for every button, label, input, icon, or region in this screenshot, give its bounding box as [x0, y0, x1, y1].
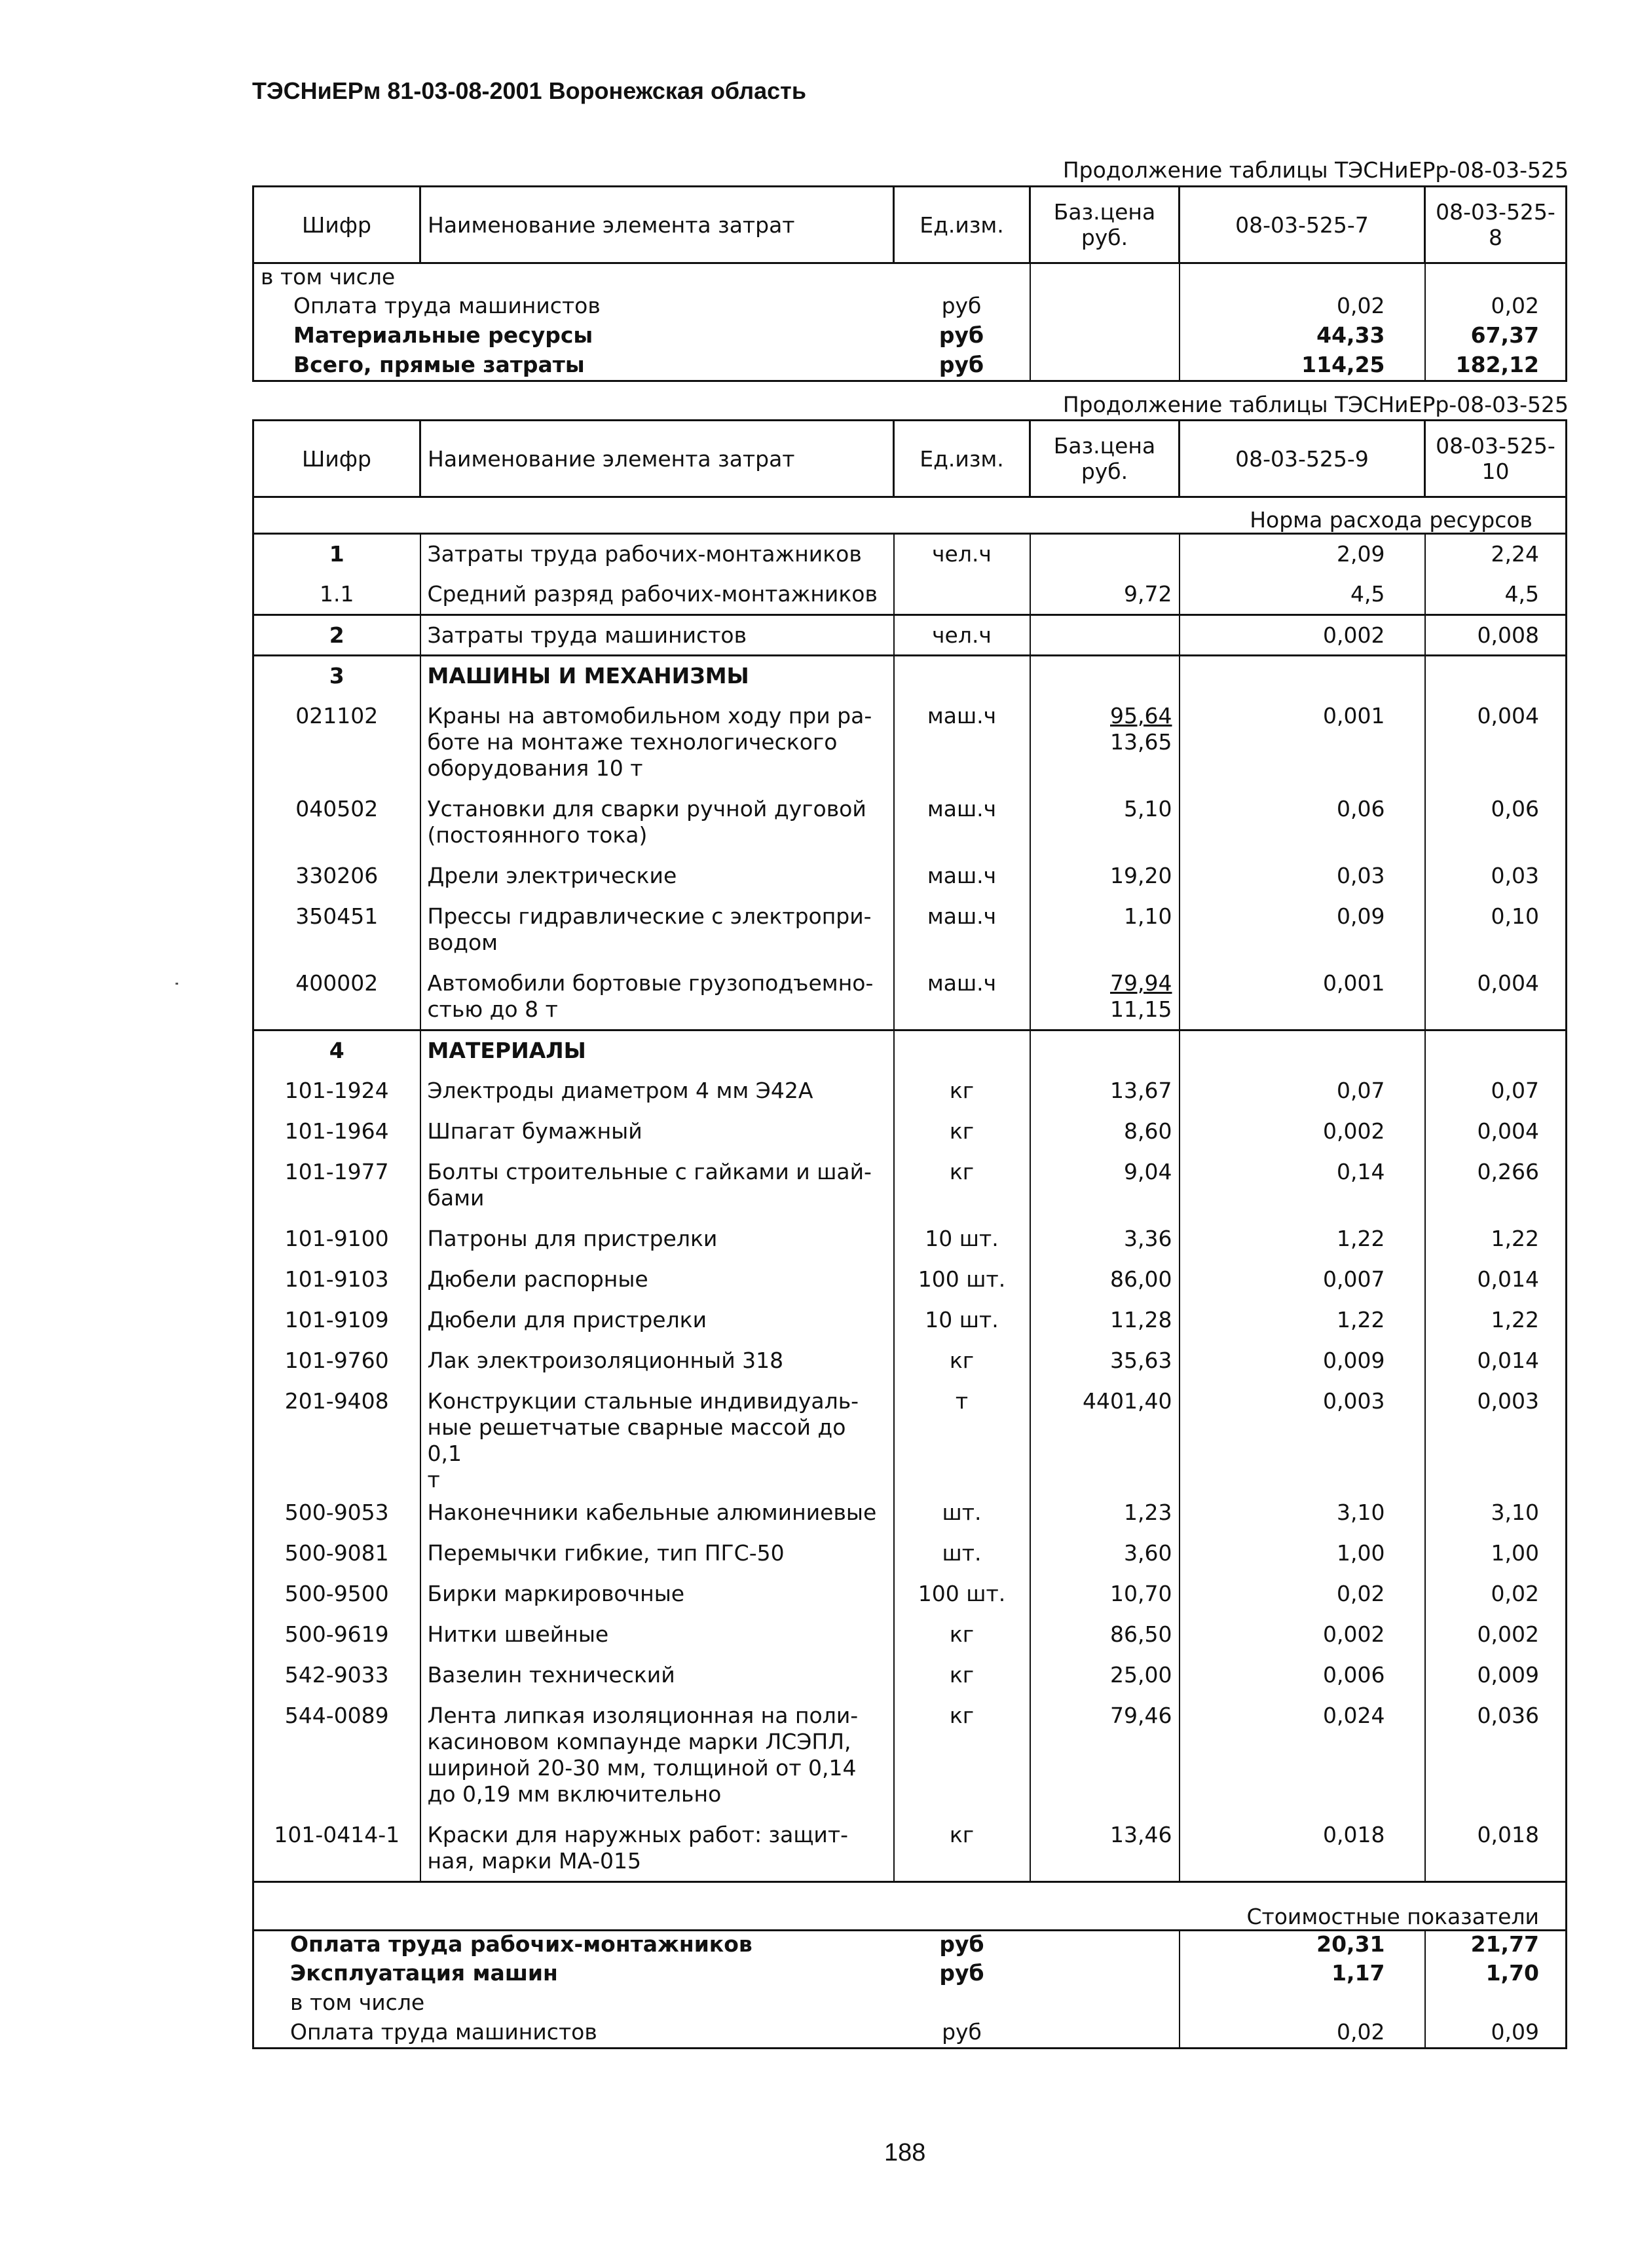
row-unit: 100 шт.: [918, 1266, 1006, 1292]
norm-label: Норма расхода ресурсов: [253, 497, 1567, 534]
row-name: Лента липкая изоляционная на поли- касиновом компаунде марки ЛСЭПЛ, шириной 20-30 мм, толщиной от 0,14 до 0,19 мм включительно: [420, 1696, 894, 1815]
table2-header-price: Баз.цена руб.: [1030, 421, 1180, 497]
row-code: 500-9500: [284, 1580, 389, 1606]
resource-row: [253, 856, 1567, 897]
row-value-b: 1,22: [1425, 1219, 1567, 1260]
table-1: [252, 185, 1567, 382]
row-price-cell: [1030, 1219, 1180, 1260]
row-name: Патроны для пристрелки: [420, 1219, 894, 1260]
row-value-a: 0,006: [1180, 1655, 1425, 1696]
table1-row-name: в том числе: [253, 263, 894, 293]
row-code: 2: [253, 615, 420, 656]
total-unit: руб: [942, 2018, 982, 2045]
row-price-cell: [1030, 1815, 1180, 1882]
row-unit: кг: [949, 1661, 975, 1688]
total-name: Оплата труда машинистов: [290, 2018, 597, 2045]
row-name: Средний разряд рабочих-монтажников: [420, 575, 894, 615]
row-code: 500-9053: [284, 1499, 389, 1525]
row-value-a: [1180, 1030, 1425, 1071]
table1-row-name: Всего, прямые затраты: [293, 351, 585, 377]
row-unit: кг: [949, 1621, 975, 1647]
row-code: 544-0089: [284, 1702, 389, 1728]
table1-header-price: Баз.цена руб.: [1030, 187, 1180, 263]
row-name: Шпагат бумажный: [420, 1112, 894, 1152]
total-row: [253, 2019, 1567, 2049]
row-price: 9,04: [1124, 1158, 1172, 1184]
section-row: [253, 1030, 1567, 1071]
row-price-cell: [1030, 1152, 1180, 1219]
row-value-b: 0,06: [1425, 789, 1567, 856]
row-code: 1.1: [320, 580, 354, 607]
row-price-cell: [1030, 897, 1180, 964]
row-price: 19,20: [1110, 862, 1172, 888]
row-price-cell: [1030, 1341, 1180, 1382]
row-value-a: 0,002: [1180, 615, 1425, 656]
row-name: Болты строительные с гайками и шай- бами: [420, 1152, 894, 1219]
row-code: 101-1964: [284, 1118, 389, 1144]
total-row: [253, 1931, 1567, 1960]
row-value-a: 2,09: [1180, 534, 1425, 575]
row-unit: маш.ч: [927, 795, 997, 822]
row-name: Вазелин технический: [420, 1655, 894, 1696]
resource-row: [253, 1493, 1567, 1534]
table2-body: [253, 497, 1567, 2049]
table1-header-col-b: 08-03-525-8: [1425, 187, 1567, 263]
row-value-a: 0,009: [1180, 1341, 1425, 1382]
row-code: 101-0414-1: [274, 1821, 400, 1847]
row-price: 35,63: [1110, 1347, 1172, 1373]
table1-row-value-a: 0,02: [1180, 293, 1425, 322]
resource-row: [253, 1696, 1567, 1815]
row-value-b: 0,036: [1425, 1696, 1567, 1815]
row-price: 4401,40: [1083, 1388, 1172, 1414]
row-value-a: 0,14: [1180, 1152, 1425, 1219]
row-price: 9,72: [1124, 580, 1172, 607]
row-price-cell: [1030, 1071, 1180, 1112]
resource-row: [253, 1071, 1567, 1112]
row-price: 79,94: [1110, 970, 1172, 996]
row-value-b: 0,002: [1425, 1615, 1567, 1655]
row-unit: чел.ч: [894, 534, 1030, 575]
row-price-cell: [1030, 575, 1180, 615]
resource-row: [253, 1300, 1567, 1341]
row-value-a: 0,001: [1180, 696, 1425, 789]
table1-header-unit: Ед.изм.: [894, 187, 1030, 263]
table2-header-col-b: 08-03-525-10: [1425, 421, 1567, 497]
total-price: [1030, 1931, 1180, 1960]
table1-row-value-a: 114,25: [1180, 352, 1425, 381]
row-price-cell: [1030, 789, 1180, 856]
row-value-a: 0,09: [1180, 897, 1425, 964]
row-value-b: 0,07: [1425, 1071, 1567, 1112]
row-code: 201-9408: [284, 1388, 389, 1414]
row-value-a: 0,007: [1180, 1260, 1425, 1300]
row-value-b: 0,004: [1425, 1112, 1567, 1152]
table1-header-name: Наименование элемента затрат: [420, 187, 894, 263]
table1-row-name: Материальные ресурсы: [293, 322, 593, 348]
row-value-b: 0,009: [1425, 1655, 1567, 1696]
row-value-a: 0,002: [1180, 1112, 1425, 1152]
table1-row-unit: руб: [941, 292, 982, 318]
row-price-secondary: 13,65: [1110, 728, 1172, 755]
row-unit: шт.: [942, 1540, 982, 1566]
row-name: Дюбели распорные: [420, 1260, 894, 1300]
table1-header-row: [253, 187, 1567, 263]
table1-row-value-a: 44,33: [1180, 322, 1425, 352]
row-name: Краны на автомобильном ходу при ра- боте на монтаже технологического оборудования 10 т: [420, 696, 894, 789]
row-value-b: 0,014: [1425, 1341, 1567, 1382]
total-price: [1030, 2019, 1180, 2049]
row-price-cell: [1030, 1112, 1180, 1152]
total-value-a: [1180, 1990, 1425, 2019]
total-value-b: 1,70: [1425, 1960, 1567, 1990]
row-value-b: 0,008: [1425, 615, 1567, 656]
row-value-b: 0,03: [1425, 856, 1567, 897]
row-price-cell: [1030, 615, 1180, 656]
row-price-secondary: 11,15: [1110, 996, 1172, 1022]
row-price: 1,23: [1124, 1499, 1172, 1525]
row-unit: маш.ч: [927, 970, 997, 996]
row-price: 13,67: [1110, 1077, 1172, 1103]
table1-row-price: [1030, 352, 1180, 381]
total-name: Эксплуатация машин: [290, 1959, 558, 1986]
row-price-cell: [1030, 1260, 1180, 1300]
scan-speck: [176, 983, 178, 985]
row-value-a: 0,003: [1180, 1382, 1425, 1493]
total-row: [253, 1960, 1567, 1990]
table1-row: [253, 322, 1567, 352]
total-price: [1030, 1990, 1180, 2019]
page-number: 188: [884, 2139, 926, 2166]
row-value-a: 0,018: [1180, 1815, 1425, 1882]
row-value-a: 3,10: [1180, 1493, 1425, 1534]
row-name: Дрели электрические: [420, 856, 894, 897]
table1-row-price: [1030, 322, 1180, 352]
resource-row: [253, 615, 1567, 656]
row-code: 040502: [295, 795, 379, 822]
row-value-b: [1425, 656, 1567, 696]
row-unit: кг: [949, 1702, 975, 1728]
row-price: 10,70: [1110, 1580, 1172, 1606]
total-unit: руб: [939, 1931, 984, 1957]
table1-row-name: Оплата труда машинистов: [293, 292, 601, 318]
resource-row: [253, 1260, 1567, 1300]
row-price: 86,00: [1110, 1266, 1172, 1292]
table-2: [252, 419, 1567, 2049]
row-name: Электроды диаметром 4 мм Э42А: [420, 1071, 894, 1112]
total-row: [253, 1990, 1567, 2019]
table1-row: [253, 293, 1567, 322]
table1-row-value-b: [1425, 263, 1567, 293]
row-value-a: 0,001: [1180, 964, 1425, 1030]
row-price-cell: [1030, 1300, 1180, 1341]
row-code: 1: [253, 534, 420, 575]
row-name: Бирки маркировочные: [420, 1574, 894, 1615]
row-value-b: 0,266: [1425, 1152, 1567, 1219]
row-unit: маш.ч: [927, 702, 997, 728]
table1-header-code: Шифр: [253, 187, 420, 263]
row-price-cell: [1030, 1493, 1180, 1534]
row-name: Перемычки гибкие, тип ПГС-50: [420, 1534, 894, 1574]
table2-cost-label-row: [253, 1882, 1567, 1931]
row-price-cell: [1030, 1615, 1180, 1655]
row-price-cell: [1030, 696, 1180, 789]
table1-row-value-b: 67,37: [1425, 322, 1567, 352]
row-name: Прессы гидравлические с электропри- водом: [420, 897, 894, 964]
total-unit: руб: [939, 1959, 984, 1986]
table1-row-unit: руб: [939, 322, 984, 348]
row-unit: кг: [949, 1118, 975, 1144]
row-price-cell: [1030, 1655, 1180, 1696]
row-code: 101-9100: [284, 1225, 389, 1251]
row-code: 500-9081: [284, 1540, 389, 1566]
row-price: 3,36: [1124, 1225, 1172, 1251]
row-value-b: 3,10: [1425, 1493, 1567, 1534]
document-title: ТЭСНиЕРм 81-03-08-2001 Воронежская область: [252, 77, 806, 104]
row-value-b: 0,014: [1425, 1260, 1567, 1300]
row-price: 8,60: [1124, 1118, 1172, 1144]
row-code: 101-9760: [284, 1347, 389, 1373]
table1-row-unit: [894, 263, 1030, 293]
table2-header-code: Шифр: [253, 421, 420, 497]
table2-header-name: Наименование элемента затрат: [420, 421, 894, 497]
row-code: 101-9109: [284, 1306, 389, 1332]
row-value-a: 0,03: [1180, 856, 1425, 897]
table2-continuation-note: Продолжение таблицы ТЭСНиЕРр-08-03-525: [1062, 392, 1569, 417]
row-code: 330206: [295, 862, 379, 888]
row-name: Установки для сварки ручной дуговой (постоянного тока): [420, 789, 894, 856]
row-name: МАШИНЫ И МЕХАНИЗМЫ: [420, 656, 894, 696]
row-price: 13,46: [1110, 1821, 1172, 1847]
row-code: 4: [253, 1030, 420, 1071]
row-unit: [894, 656, 1030, 696]
table2-header-row: [253, 421, 1567, 497]
total-value-b: [1425, 1990, 1567, 2019]
row-unit: 10 шт.: [925, 1306, 999, 1332]
resource-row: [253, 575, 1567, 615]
total-unit: [894, 1990, 1030, 2019]
table1-row: [253, 263, 1567, 293]
row-price: 95,64: [1110, 702, 1172, 728]
row-unit: чел.ч: [894, 615, 1030, 656]
row-price: 1,10: [1124, 903, 1172, 929]
resource-row: [253, 1382, 1567, 1493]
row-name: Наконечники кабельные алюминиевые: [420, 1493, 894, 1534]
table1-body: [253, 263, 1567, 381]
row-price-cell: [1030, 1382, 1180, 1493]
row-name: Автомобили бортовые грузоподъемно- стью до 8 т: [420, 964, 894, 1030]
row-code: 350451: [295, 903, 379, 929]
row-unit: маш.ч: [927, 862, 997, 888]
row-value-b: [1425, 1030, 1567, 1071]
row-unit: 100 шт.: [918, 1580, 1006, 1606]
table1-row-price: [1030, 293, 1180, 322]
resource-row: [253, 696, 1567, 789]
row-name: МАТЕРИАЛЫ: [420, 1030, 894, 1071]
row-name: Конструкции стальные индивидуаль- ные решетчатые сварные массой до 0,1 т: [420, 1382, 894, 1493]
row-price: 11,28: [1110, 1306, 1172, 1332]
row-name: Затраты труда рабочих-монтажников: [420, 534, 894, 575]
total-value-b: 0,09: [1425, 2019, 1567, 2049]
row-value-b: 2,24: [1425, 534, 1567, 575]
total-price: [1030, 1960, 1180, 1990]
resource-row: [253, 1534, 1567, 1574]
table2-header-col-a: 08-03-525-9: [1180, 421, 1425, 497]
row-unit: маш.ч: [927, 903, 997, 929]
row-price: 25,00: [1110, 1661, 1172, 1688]
row-price-cell: [1030, 1696, 1180, 1815]
row-name: Краски для наружных работ: защит- ная, марки МА-015: [420, 1815, 894, 1882]
row-value-a: 1,00: [1180, 1534, 1425, 1574]
resource-row: [253, 1112, 1567, 1152]
row-value-a: 0,002: [1180, 1615, 1425, 1655]
row-value-a: 1,22: [1180, 1300, 1425, 1341]
row-value-b: 0,018: [1425, 1815, 1567, 1882]
row-code: 400002: [295, 970, 379, 996]
row-price: 5,10: [1124, 795, 1172, 822]
resource-row: [253, 1152, 1567, 1219]
row-code: 101-1977: [284, 1158, 389, 1184]
row-price: 86,50: [1110, 1621, 1172, 1647]
row-value-a: 0,07: [1180, 1071, 1425, 1112]
row-price-cell: [1030, 964, 1180, 1030]
row-name: Затраты труда машинистов: [420, 615, 894, 656]
row-price: 79,46: [1110, 1702, 1172, 1728]
row-value-b: 0,004: [1425, 696, 1567, 789]
total-name: Оплата труда рабочих-монтажников: [290, 1931, 753, 1957]
resource-row: [253, 534, 1567, 575]
row-unit: шт.: [942, 1499, 982, 1525]
table1-row-value-b: 0,02: [1425, 293, 1567, 322]
table2-norm-label-row: [253, 497, 1567, 534]
row-unit: т: [955, 1388, 969, 1414]
row-name: Лак электроизоляционный 318: [420, 1341, 894, 1382]
table1-row: [253, 352, 1567, 381]
row-price-cell: [1030, 1574, 1180, 1615]
row-price: 3,60: [1124, 1540, 1172, 1566]
row-value-a: 0,024: [1180, 1696, 1425, 1815]
row-value-a: 4,5: [1180, 575, 1425, 615]
row-unit: кг: [949, 1158, 975, 1184]
row-value-a: 0,02: [1180, 1574, 1425, 1615]
row-unit: [894, 1030, 1030, 1071]
table1-row-unit: руб: [939, 351, 984, 377]
table1-row-value-b: 182,12: [1425, 352, 1567, 381]
resource-row: [253, 1655, 1567, 1696]
table2-header-unit: Ед.изм.: [894, 421, 1030, 497]
resource-row: [253, 1574, 1567, 1615]
row-name: Дюбели для пристрелки: [420, 1300, 894, 1341]
row-value-b: 0,10: [1425, 897, 1567, 964]
row-code: 021102: [295, 702, 379, 728]
row-name: Нитки швейные: [420, 1615, 894, 1655]
row-value-b: 4,5: [1425, 575, 1567, 615]
row-unit: кг: [949, 1077, 975, 1103]
total-value-b: 21,77: [1425, 1931, 1567, 1960]
row-value-b: 0,003: [1425, 1382, 1567, 1493]
row-code: 101-9103: [284, 1266, 389, 1292]
table1-row-price: [1030, 263, 1180, 293]
row-value-b: 0,004: [1425, 964, 1567, 1030]
total-name: в том числе: [290, 1989, 425, 2015]
resource-row: [253, 964, 1567, 1030]
row-value-a: [1180, 656, 1425, 696]
row-value-a: 1,22: [1180, 1219, 1425, 1260]
row-code: 3: [253, 656, 420, 696]
total-value-a: 0,02: [1180, 2019, 1425, 2049]
row-value-a: 0,06: [1180, 789, 1425, 856]
resource-row: [253, 1615, 1567, 1655]
table1-header-col-a: 08-03-525-7: [1180, 187, 1425, 263]
row-unit: [894, 575, 1030, 615]
row-unit: кг: [949, 1347, 975, 1373]
row-unit: 10 шт.: [925, 1225, 999, 1251]
row-value-b: 1,22: [1425, 1300, 1567, 1341]
resource-row: [253, 1219, 1567, 1260]
resource-row: [253, 1815, 1567, 1882]
resource-row: [253, 1341, 1567, 1382]
row-unit: кг: [949, 1821, 975, 1847]
row-code: 500-9619: [284, 1621, 389, 1647]
row-code: 542-9033: [284, 1661, 389, 1688]
resource-row: [253, 897, 1567, 964]
resource-row: [253, 789, 1567, 856]
total-value-a: 20,31: [1180, 1931, 1425, 1960]
cost-label: Стоимостные показатели: [253, 1882, 1567, 1931]
row-code: 101-1924: [284, 1077, 389, 1103]
row-price-cell: [1030, 1534, 1180, 1574]
row-value-b: 1,00: [1425, 1534, 1567, 1574]
row-price-cell: [1030, 656, 1180, 696]
total-value-a: 1,17: [1180, 1960, 1425, 1990]
row-price-cell: [1030, 856, 1180, 897]
table1-continuation-note: Продолжение таблицы ТЭСНиЕРр-08-03-525: [1062, 157, 1569, 183]
table1-row-value-a: [1180, 263, 1425, 293]
section-row: [253, 656, 1567, 696]
row-price-cell: [1030, 534, 1180, 575]
row-value-b: 0,02: [1425, 1574, 1567, 1615]
row-price-cell: [1030, 1030, 1180, 1071]
